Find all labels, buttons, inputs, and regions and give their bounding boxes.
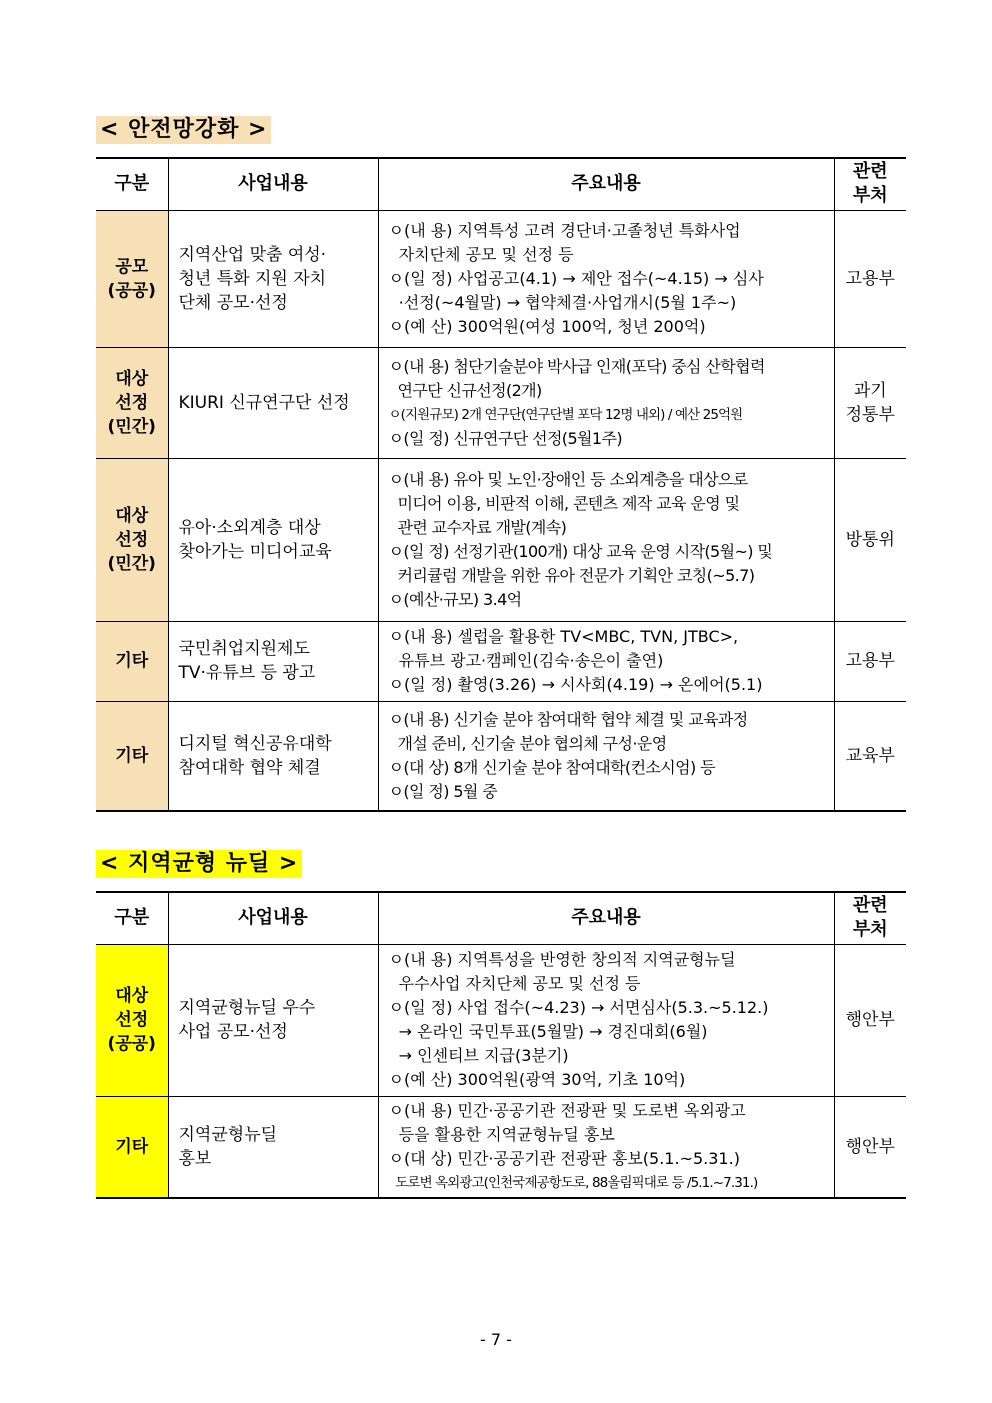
row-category: 기타 xyxy=(96,621,168,701)
detail-line: 관련 교수자료 개발(계속) xyxy=(388,517,567,537)
row-business: 유아·소외계층 대상 찾아가는 미디어교육 xyxy=(168,458,378,621)
detail-line: ㅇ(일 정) 5월 중 xyxy=(388,781,498,801)
row-business: 디지털 혁신공유대학 참여대학 협약 체결 xyxy=(168,701,378,811)
detail-line: 커리큘럼 개발을 위한 유아 전문가 기획안 코칭(~5.7) xyxy=(388,565,755,585)
detail-line: ㅇ(예 산) 300억원(여성 100억, 청년 200억) xyxy=(388,316,706,336)
header-details: 주요내용 xyxy=(378,892,834,944)
header-department: 관련 부처 xyxy=(834,892,906,944)
detail-line: 개설 준비, 신기술 분야 협의체 구성·운영 xyxy=(388,733,667,753)
detail-line: ㅇ(내 용) 민간·공공기관 전광판 및 도로변 옥외광고 xyxy=(388,1100,746,1120)
row-department: 행안부 xyxy=(834,944,906,1096)
detail-line: 연구단 신규선정(2개) xyxy=(388,380,542,400)
regional-balance-table xyxy=(96,891,906,1199)
row-category: 기타 xyxy=(96,701,168,811)
detail-line: 미디어 이용, 비판적 이해, 콘텐츠 제작 교육 운영 및 xyxy=(388,493,740,513)
section-title-regional-balance: < 지역균형 뉴딜 > xyxy=(96,850,302,878)
row-business: 국민취업지원제도 TV·유튜브 등 광고 xyxy=(168,621,378,701)
table-row xyxy=(96,944,906,1096)
table-row xyxy=(96,210,906,347)
detail-line: → 인센티브 지급(3분기) xyxy=(388,1046,569,1065)
page-number: - 7 - xyxy=(480,1330,512,1349)
detail-line: ㅇ(예 산) 300억원(광역 30억, 기초 10억) xyxy=(388,1070,686,1089)
detail-line: ㅇ(대 상) 민간·공공기관 전광판 홍보(5.1.~5.31.) xyxy=(388,1148,740,1168)
detail-line: ㅇ(일 정) 사업공고(4.1) → 제안 접수(~4.15) → 심사 xyxy=(388,268,764,288)
row-details xyxy=(378,701,834,811)
row-details xyxy=(378,458,834,621)
header-category: 구분 xyxy=(96,158,168,210)
row-business: 지역산업 맞춤 여성· 청년 특화 지원 자치 단체 공모·선정 xyxy=(168,210,378,347)
row-category: 대상 선정 (민간) xyxy=(96,347,168,458)
table-row xyxy=(96,347,906,458)
header-category: 구분 xyxy=(96,892,168,944)
detail-line: 등을 활용한 지역균형뉴딜 홍보 xyxy=(388,1124,615,1144)
detail-line: ㅇ(지원규모) 2개 연구단(연구단별 포닥 12명 내외) / 예산 25억원 xyxy=(388,406,743,423)
detail-line: ·선정(~4월말) → 협약체결·사업개시(5월 1주~) xyxy=(388,292,737,312)
row-category: 대상 선정 (공공) xyxy=(96,944,168,1096)
row-details xyxy=(378,347,834,458)
header-business: 사업내용 xyxy=(168,158,378,210)
detail-line: ㅇ(일 정) 신규연구단 선정(5월1주) xyxy=(388,428,622,448)
row-category: 공모 (공공) xyxy=(96,210,168,347)
row-business: 지역균형뉴딜 홍보 xyxy=(168,1096,378,1198)
detail-line: 우수사업 자치단체 공모 및 선정 등 xyxy=(388,974,641,993)
row-details xyxy=(378,621,834,701)
row-department: 방통위 xyxy=(834,458,906,621)
detail-line: ㅇ(내 용) 지역특성을 반영한 창의적 지역균형뉴딜 xyxy=(388,950,736,969)
detail-line: 도로변 옥외광고(인천국제공항도로, 88올림픽대로 등 /5.1.~7.31.) xyxy=(388,1174,758,1191)
row-department: 고용부 xyxy=(834,621,906,701)
detail-line: ㅇ(일 정) 사업 접수(~4.23) → 서면심사(5.3.~5.12.) xyxy=(388,998,769,1017)
table-row xyxy=(96,1096,906,1198)
row-category: 기타 xyxy=(96,1096,168,1198)
row-department: 교육부 xyxy=(834,701,906,811)
detail-line: ㅇ(내 용) 셀럽을 활용한 TV<MBC, TVN, JTBC>, xyxy=(388,627,739,646)
detail-line: ㅇ(대 상) 8개 신기술 분야 참여대학(컨소시엄) 등 xyxy=(388,757,715,777)
header-department: 관련 부처 xyxy=(834,158,906,210)
header-details: 주요내용 xyxy=(378,158,834,210)
section-title-safety-net: < 안전망강화 > xyxy=(96,116,271,144)
detail-line: ㅇ(내 용) 지역특성 고려 경단녀·고졸청년 특화사업 xyxy=(388,220,741,240)
table-header-row xyxy=(96,892,906,944)
row-details xyxy=(378,1096,834,1198)
table-header-row xyxy=(96,158,906,210)
detail-line: 자치단체 공모 및 선정 등 xyxy=(388,244,574,264)
detail-line: ㅇ(일 정) 촬영(3.26) → 시사회(4.19) → 온에어(5.1) xyxy=(388,675,763,694)
row-details xyxy=(378,210,834,347)
row-department: 행안부 xyxy=(834,1096,906,1198)
detail-line: ㅇ(내 용) 첨단기술분야 박사급 인재(포닥) 중심 산학협력 xyxy=(388,356,765,376)
detail-line: ㅇ(내 용) 신기술 분야 참여대학 협약 체결 및 교육과정 xyxy=(388,709,748,729)
table-row xyxy=(96,621,906,701)
header-business: 사업내용 xyxy=(168,892,378,944)
safety-net-table xyxy=(96,157,906,812)
row-category: 대상 선정 (민간) xyxy=(96,458,168,621)
detail-line: 유튜브 광고·캠페인(김숙·송은이 출연) xyxy=(388,651,664,670)
table-row xyxy=(96,701,906,811)
row-business: KIURI 신규연구단 선정 xyxy=(168,347,378,458)
row-details xyxy=(378,944,834,1096)
row-department: 고용부 xyxy=(834,210,906,347)
table-row xyxy=(96,458,906,621)
detail-line: ㅇ(일 정) 선정기관(100개) 대상 교육 운영 시작(5월~) 및 xyxy=(388,541,773,561)
row-business: 지역균형뉴딜 우수 사업 공모·선정 xyxy=(168,944,378,1096)
detail-line: → 온라인 국민투표(5월말) → 경진대회(6월) xyxy=(388,1022,708,1041)
detail-line: ㅇ(내 용) 유아 및 노인·장애인 등 소외계층을 대상으로 xyxy=(388,469,748,489)
detail-line: ㅇ(예산·규모) 3.4억 xyxy=(388,589,522,609)
row-department: 과기 정통부 xyxy=(834,347,906,458)
